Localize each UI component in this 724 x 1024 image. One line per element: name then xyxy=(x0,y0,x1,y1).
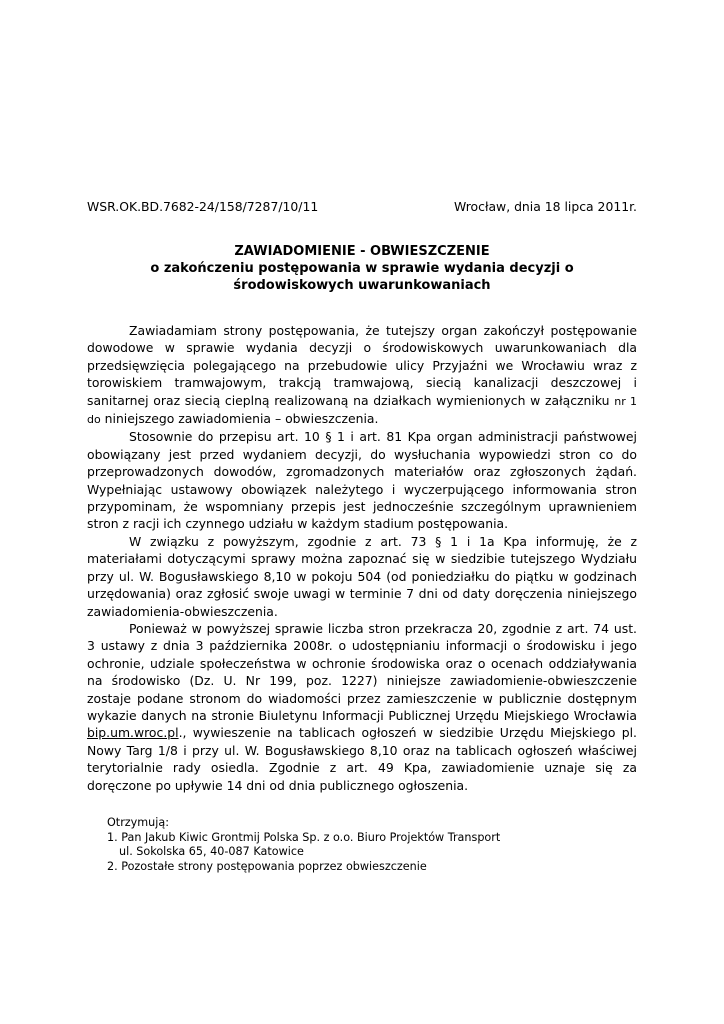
paragraph-4 xyxy=(87,620,637,794)
paragraph-3: W związku z powyższym, zgodnie z art. 73 § 1 i 1a Kpa informuję, że z materiałami dotyczącymi sprawy można zapoznać się w siedzibie tutejszego Wydziału przy ul. W. Bogusławskiego 8,10 w pokoju 504 (od poniedziałku do piątku w godzinach urzędowania) oraz zgłosić swoje uwagi w terminie 7 dni od daty doręczenia niniejszego zawiadomienia-obwieszczenia. xyxy=(87,533,637,619)
document-date: Wrocław, dnia 18 lipca 2011r. xyxy=(454,199,637,214)
paragraph-1-text-b: niniejszego zawiadomienia – obwieszczenia. xyxy=(100,411,379,427)
paragraph-1 xyxy=(87,322,637,428)
document-title xyxy=(87,243,637,294)
paragraph-2: Stosownie do przepisu art. 10 § 1 i art. 81 Kpa organ administracji państwowej obowiązany jest przed wydaniem decyzji, do wysłuchania wypowiedzi stron co do przeprowadzonych dowodów, zgromadzonych materiałów oraz zgłoszonych żądań. Wypełniając ustawowy obowiązek należytego i wyczerpującego informowania stron przypominam, że wspomniany przepis jest jednocześnie szczególnym uprawnieniem stron z racji ich czynnego udziału w każdym stadium postępowania. xyxy=(87,429,637,532)
bip-link[interactable]: bip.um.wroc.pl xyxy=(87,725,179,741)
paragraph-1-text-a: Zawiadamiam strony postępowania, że tutejszy organ zakończył postępowanie dowodowe w sprawie wydania decyzji o środowiskowych uwarunkowaniach dla przedsięwzięcia polegającego na przebudowie ulicy Przyjaźni we Wrocławiu wraz z torowiskiem tramwajowym, trakcją tramwajową, siecią kanalizacji deszczowej i sanitarnej oraz siecią cieplną realizowaną na działkach wymienionych w załączniku xyxy=(87,323,637,408)
recipients-heading: Otrzymują: xyxy=(107,816,170,829)
recipient-2: 2. Pozostałe strony postępowania poprzez obwieszczenie xyxy=(107,859,427,873)
paragraph-4-text-a: Ponieważ w powyższej sprawie liczba stron przekracza 20, zgodnie z art. 74 ust. 3 ustawy z dnia 3 października 2008r. o udostępnianiu informacji o środowisku i jego ochronie, udziale społeczeństwa w ochronie środowiska oraz o ocenach oddziaływania na środowisko (Dz. U. Nr 199, poz. 1227) niniejsze zawiadomienie-obwieszczenie zostaje podane stronom do wiadomości przez zamieszczenie w publicznie dostępnym wykazie danych na stronie Biuletynu Informacji Publicznej Urzędu Miejskiego Wrocławia xyxy=(87,620,637,723)
reference-number: WSR.OK.BD.7682-24/158/7287/10/11 xyxy=(87,199,319,214)
recipient-1: 1. Pan Jakub Kiwic Grontmij Polska Sp. z o.o. Biuro Projektów Transport xyxy=(107,830,501,844)
recipient-1-address: ul. Sokolska 65, 40-087 Katowice xyxy=(119,845,304,859)
paragraph-1-small-text: nr 1 do xyxy=(87,394,638,427)
title-line-2: o zakończeniu postępowania w sprawie wydania decyzji o xyxy=(150,261,574,276)
recipients-list xyxy=(107,816,500,874)
title-line-3: środowiskowych uwarunkowaniach xyxy=(233,278,491,293)
title-line-1: ZAWIADOMIENIE - OBWIESZCZENIE xyxy=(234,244,490,259)
document-body xyxy=(87,322,637,794)
paragraph-4-text-b: ., wywieszenie na tablicach ogłoszeń w siedzibie Urzędu Miejskiego pl. Nowy Targ 1/8 i przy ul. W. Bogusławskiego 8,10 oraz na tablicach ogłoszeń właściwej terytorialnie rady osiedla. Zgodnie z art. 49 Kpa, zawiadomienie uznaje się za doręczone po upływie 14 dni od dnia publicznego ogłoszenia. xyxy=(87,725,637,793)
